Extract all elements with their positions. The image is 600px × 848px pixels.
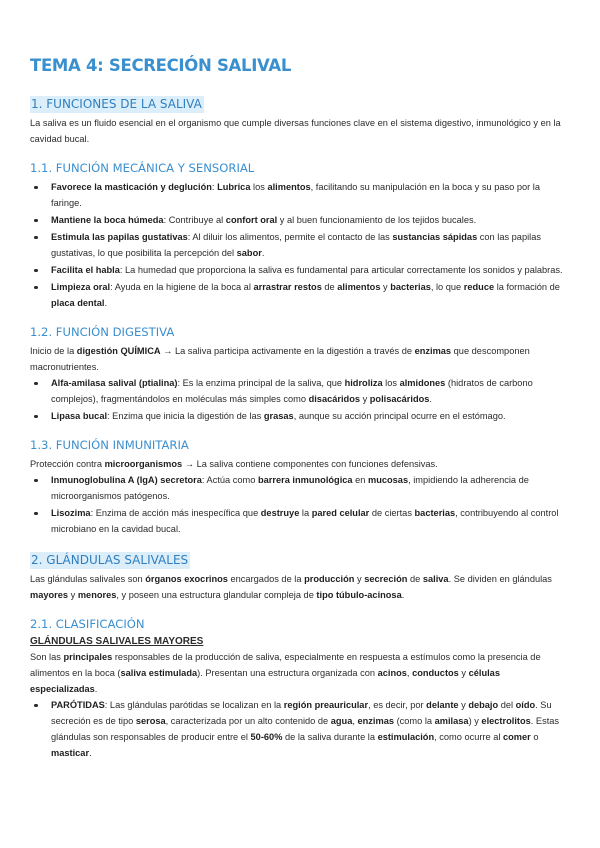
subsection-intro-inmunitaria <box>30 456 567 472</box>
text-run: : La humedad que proporciona la saliva es fundamental para articular correctamente los sonidos y palabras. <box>119 265 563 275</box>
bold-term: bacterias <box>390 282 431 292</box>
bold-term: almidones <box>399 378 446 388</box>
bold-term: acinos <box>377 668 407 678</box>
text-run: los <box>250 182 268 192</box>
section-funciones <box>30 95 567 147</box>
bold-term: hidroliza <box>344 378 383 388</box>
bold-term: delante <box>426 700 459 710</box>
text-run: de ciertas <box>369 508 415 518</box>
bold-term: células especializadas <box>30 668 500 694</box>
text-run: : Ayuda en la higiene de la boca al <box>110 282 254 292</box>
text-run: ). Presentan una estructura organizada con <box>197 668 378 678</box>
subsection-heading-mecanica: 1.1. FUNCIÓN MECÁNICA Y SENSORIAL <box>30 161 255 175</box>
bold-term: debajo <box>468 700 499 710</box>
text-run: y <box>354 574 365 584</box>
bold-term: Estimula las papilas gustativas <box>51 232 188 242</box>
text-run: , caracterizada por un alto contenido de <box>165 716 331 726</box>
text-run: del <box>498 700 516 710</box>
bold-term: 50-60% <box>250 732 283 742</box>
list-item <box>51 505 567 537</box>
text-run: encargados de la <box>227 574 305 584</box>
bold-term: alimentos <box>267 182 311 192</box>
list-item <box>51 262 567 278</box>
bold-term: mayores <box>30 590 69 600</box>
bold-term: disacáridos <box>308 394 360 404</box>
text-run: los <box>382 378 400 388</box>
text-run: : <box>211 182 218 192</box>
bold-term: sustancias sápidas <box>392 232 478 242</box>
text-run: : Enzima de acción más inespecífica que <box>90 508 261 518</box>
text-run: : Es la enzima principal de la saliva, que <box>177 378 345 388</box>
text-run: , contribuyendo al control microbiano en la cavidad bucal. <box>51 508 559 534</box>
subheading-glandulas-mayores: GLÁNDULAS SALIVALES MAYORES <box>30 636 204 647</box>
text-run: y <box>380 282 391 292</box>
list-item <box>51 408 567 424</box>
text-run: → La saliva participa activamente en la digestión a través de <box>160 346 415 356</box>
text-run: o <box>530 732 539 742</box>
bold-term: reduce <box>463 282 495 292</box>
text-run: en <box>352 475 368 485</box>
text-run: : Enzima que inicia la digestión de las <box>107 411 264 421</box>
subsection-intro-digestiva <box>30 343 567 375</box>
bold-term: Alfa-amilasa salival (ptialina) <box>51 378 178 388</box>
section-inmunitaria <box>30 438 567 537</box>
text-run: y <box>458 700 469 710</box>
text-run: . <box>261 248 265 258</box>
bold-term: barrera inmunológica <box>257 475 353 485</box>
text-run: : Las glándulas parótidas se localizan en la <box>104 700 284 710</box>
text-run: la formación de <box>494 282 560 292</box>
bold-term: conductos <box>412 668 459 678</box>
text-run: , aunque su acción principal ocurre en el estómago. <box>293 411 506 421</box>
text-run: de <box>407 574 423 584</box>
bold-term: destruye <box>260 508 300 518</box>
list-parotidas <box>30 697 567 761</box>
bold-term: secreción <box>364 574 408 584</box>
bold-term: Mantiene la boca húmeda <box>51 215 164 225</box>
bold-term: Lubrica <box>217 182 251 192</box>
bold-term: pared celular <box>311 508 370 518</box>
subsection-intro-clasificacion <box>30 649 567 697</box>
bold-term: serosa <box>135 716 166 726</box>
bold-term: Facilita el habla <box>51 265 120 275</box>
text-run: Son las <box>30 652 64 662</box>
section-heading-glandulas: 2. GLÁNDULAS SALIVALES <box>31 553 189 567</box>
text-run: Protección contra <box>30 459 105 469</box>
bold-term: polisacáridos <box>369 394 430 404</box>
bold-term: región preauricular <box>283 700 369 710</box>
bold-term: tipo túbulo-acinosa <box>316 590 402 600</box>
text-run: responsables de la producción de saliva, especialmente en respuesta a estímulos como la presencia de alimentos en la boca ( <box>30 652 541 678</box>
bold-term: confort oral <box>225 215 278 225</box>
bold-term: PARÓTIDAS <box>51 700 105 710</box>
section-glandulas <box>30 551 567 603</box>
text-run: . <box>89 748 92 758</box>
bold-term: masticar <box>51 748 90 758</box>
list-mecanica <box>30 179 567 311</box>
text-run: , <box>406 668 413 678</box>
bold-term: Inmunoglobulina A (IgA) secretora <box>51 475 202 485</box>
subsection-heading-clasificacion: 2.1. CLASIFICACIÓN <box>30 617 145 631</box>
text-run: Las glándulas salivales son <box>30 574 146 584</box>
bold-term: saliva estimulada <box>120 668 198 678</box>
text-run: . Su secreción es de tipo <box>51 700 552 726</box>
bold-term: producción <box>304 574 355 584</box>
text-run: de <box>321 282 338 292</box>
subsection-heading-inmunitaria: 1.3. FUNCIÓN INMUNITARIA <box>30 438 189 452</box>
bold-term: grasas <box>263 411 294 421</box>
section-mecanica <box>30 161 567 311</box>
text-run: y <box>458 668 469 678</box>
text-run: , es decir, por <box>368 700 427 710</box>
list-digestiva <box>30 375 567 424</box>
bold-term: enzimas <box>414 346 452 356</box>
bold-term: alimentos <box>337 282 381 292</box>
subsection-heading-digestiva: 1.2. FUNCIÓN DIGESTIVA <box>30 325 175 339</box>
bold-term: menores <box>77 590 117 600</box>
bold-term: comer <box>503 732 531 742</box>
text-run: la <box>299 508 312 518</box>
list-item <box>51 472 567 504</box>
list-item <box>51 697 567 761</box>
bold-term: enzimas <box>357 716 394 726</box>
bold-term: saliva <box>422 574 449 584</box>
section-intro-glandulas <box>30 571 567 603</box>
bold-term: bacterias <box>414 508 456 518</box>
list-item <box>51 179 567 211</box>
text-run: (como la <box>394 716 435 726</box>
text-run: . <box>104 298 108 308</box>
text-run: y <box>68 590 78 600</box>
bold-term: mucosas <box>367 475 409 485</box>
bold-term: principales <box>63 652 113 662</box>
text-run: , lo que <box>430 282 464 292</box>
text-run: , impidiendo la adherencia de microorganismos patógenos. <box>51 475 529 501</box>
text-run: : Contribuye al <box>163 215 226 225</box>
bold-term: oído <box>515 700 536 710</box>
document-title: TEMA 4: SECRECIÓN SALIVAL <box>30 56 292 75</box>
list-inmunitaria <box>30 472 567 537</box>
text-run: de la saliva durante la <box>282 732 378 742</box>
bold-term: órganos exocrinos <box>145 574 228 584</box>
text-run: con las papilas gustativas, lo que posibilita la percepción del <box>51 232 541 258</box>
text-run: Inicio de la <box>30 346 77 356</box>
section-digestiva <box>30 325 567 424</box>
text-run: , y poseen una estructura glandular compleja de <box>116 590 317 600</box>
text-run: . <box>429 394 432 404</box>
bold-term: estimulación <box>377 732 435 742</box>
text-run: que descomponen macronutrientes. <box>30 346 530 372</box>
text-run: (hidratos de carbono complejos), fragmentándolos en moléculas más simples como <box>51 378 533 404</box>
section-clasificacion <box>30 617 567 761</box>
section-intro-funciones: La saliva es un fluido esencial en el organismo que cumple diversas funciones clave en el sistema digestivo, inmunológico y en la cavidad bucal. <box>30 118 561 144</box>
text-run: ) y <box>468 716 482 726</box>
bold-term: Lisozima <box>51 508 91 518</box>
bold-term: Favorece la masticación y deglución <box>51 182 212 192</box>
text-run: . Se dividen en glándulas <box>448 574 552 584</box>
list-item <box>51 229 567 261</box>
list-item <box>51 212 567 228</box>
bold-term: Limpieza oral <box>51 282 111 292</box>
bold-term: Lipasa bucal <box>51 411 108 421</box>
bold-term: sabor <box>236 248 262 258</box>
bold-term: microorganismos <box>104 459 183 469</box>
bold-term: agua <box>330 716 353 726</box>
bold-term: digestión QUÍMICA <box>76 346 161 356</box>
text-run: , facilitando su manipulación en la boca y su paso por la faringe. <box>51 182 540 208</box>
bold-term: arrastrar restos <box>253 282 322 292</box>
text-run: . <box>401 590 405 600</box>
text-run: : Al diluir los alimentos, permite el contacto de las <box>187 232 393 242</box>
section-heading-funciones: 1. FUNCIONES DE LA SALIVA <box>31 97 202 111</box>
bold-term: electrolitos <box>481 716 531 726</box>
text-run: : Actúa como <box>201 475 258 485</box>
bold-term: placa dental <box>51 298 105 308</box>
bold-term: amilasa <box>434 716 469 726</box>
text-run: y <box>360 394 370 404</box>
list-item <box>51 375 567 407</box>
text-run: y al buen funcionamiento de los tejidos bucales. <box>277 215 477 225</box>
text-run: . <box>94 684 98 694</box>
list-item <box>51 279 567 311</box>
text-run: , como ocurre al <box>434 732 503 742</box>
text-run: , <box>352 716 358 726</box>
text-run: . Estas glándulas son responsables de producir entre el <box>51 716 560 742</box>
text-run: → La saliva contiene componentes con funciones defensivas. <box>182 459 438 469</box>
